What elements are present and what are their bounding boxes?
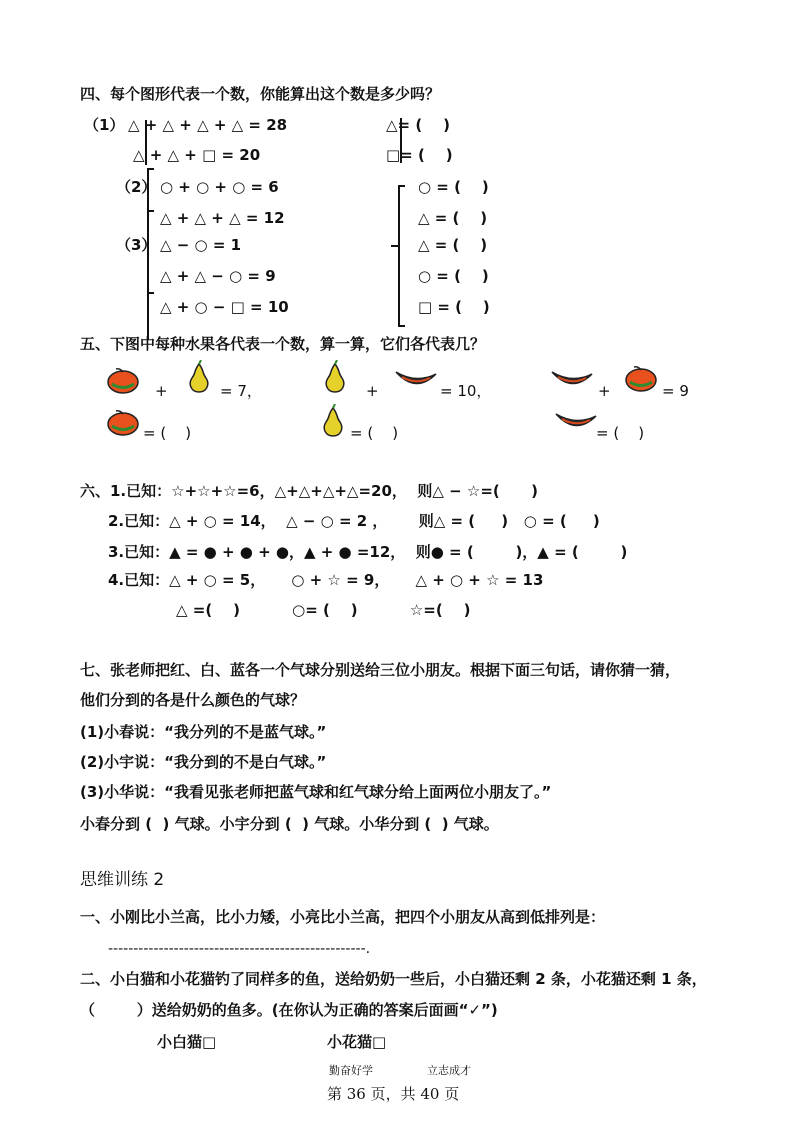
pear-icon <box>322 360 348 394</box>
right-brace-tick-mid <box>391 245 398 247</box>
right-answer-5: □ = ( ) <box>418 298 490 316</box>
section-7-statement-2: (2)小宇说：“我分到的不是白气球。” <box>80 753 327 771</box>
problem-3-equation-3: △ + ○ − □ = 10 <box>160 298 289 316</box>
section-7-line-1: 七、张老师把红、白、蓝各一个气球分别送给三位小朋友。根据下面三句话，请你猜一猜， <box>80 661 681 679</box>
brace-tick-top <box>147 168 154 170</box>
right-answer-3: △ = ( ) <box>418 236 488 254</box>
section-6-line-2: 2.已知：△ + ○ = 14， △ − ○ = 2 ， 则△ = ( ) ○ = ( ) <box>108 512 600 530</box>
problem-3-equation-1: △ − ○ = 1 <box>160 236 242 254</box>
peach-icon <box>106 408 140 436</box>
problem-1-answer-square: □= ( ) <box>386 146 453 164</box>
training-title: 思维训练 2 <box>80 870 165 890</box>
page-number: 第 36 页，共 40 页 <box>327 1085 460 1103</box>
section-7-line-2: 他们分到的各是什么颜色的气球？ <box>80 691 306 709</box>
equation-2-result: = 10， <box>440 382 492 400</box>
section-4-title: 四、每个图形代表一个数，你能算出这个数是多少吗？ <box>80 85 441 103</box>
section-6-line-5: △ =( ) ○= ( ) ☆=( ) <box>176 601 471 619</box>
problem-2-equation-1: ○ + ○ + ○ = 6 <box>160 178 279 196</box>
banana-icon <box>550 368 594 392</box>
equation-3-result: = 9 <box>662 382 689 400</box>
banana-answer-blank: = ( ) <box>596 424 645 442</box>
problem-3-label: （3） <box>116 236 157 254</box>
problem-1-equation-1: △ + △ + △ + △ = 28 <box>128 116 288 134</box>
right-answer-4: ○ = ( ) <box>418 267 489 285</box>
problem-1-brace <box>145 120 147 165</box>
right-brace-tick-bottom <box>398 325 405 327</box>
plus-sign: + <box>366 382 379 400</box>
section-7-statement-1: (1)小春说：“我分列的不是蓝气球。” <box>80 723 327 741</box>
peach-answer-blank: = ( ) <box>143 424 192 442</box>
problem-1-label: （1） <box>84 116 125 134</box>
problem-1-equation-2: △ + △ + □ = 20 <box>133 146 261 164</box>
equation-1-result: = 7， <box>220 382 262 400</box>
peach-icon <box>106 366 140 394</box>
section-7-answer-line: 小春分到 ( ) 气球。小宇分到 ( ) 气球。小华分到 ( ) 气球。 <box>80 815 499 833</box>
problem-2-label: （2） <box>116 178 157 196</box>
peach-icon <box>624 364 658 392</box>
footer-motto-1: 勤奋好学 <box>329 1064 373 1077</box>
training-question-1: 一、小刚比小兰高，比小力矮，小亮比小兰高，把四个小朋友从高到低排列是： <box>80 908 606 926</box>
option-spotted-cat: 小花猫□ <box>327 1033 387 1051</box>
problems-2-3-brace <box>147 168 149 340</box>
right-brace-tick-top <box>398 185 405 187</box>
brace-tick-mid <box>147 210 154 212</box>
section-7-statement-3: (3)小华说：“我看见张老师把蓝气球和红气球分给上面两位小朋友了。” <box>80 783 552 801</box>
right-answers-brace <box>398 185 400 327</box>
section-6-line-4: 4.已知：△ + ○ = 5， ○ + ☆ = 9， △ + ○ + ☆ = 13 <box>108 571 544 589</box>
plus-sign: + <box>598 382 611 400</box>
problem-3-equation-2: △ + △ − ○ = 9 <box>160 267 276 285</box>
pear-icon <box>186 360 212 394</box>
training-question-2-line-1: 二、小白猫和小花猫钓了同样多的鱼，送给奶奶一些后，小白猫还剩 2 条，小花猫还剩 1 条， <box>80 970 707 988</box>
section-6-line-3: 3.已知：▲ = ● + ● + ●，▲ + ● =12， 则● = ( )，▲ = ( ) <box>108 543 628 561</box>
banana-icon <box>394 368 438 392</box>
footer-motto-2: 立志成才 <box>427 1064 471 1077</box>
pear-icon <box>320 404 346 438</box>
problem-1-answer-triangle: △= ( ) <box>386 116 450 134</box>
pear-answer-blank: = ( ) <box>350 424 399 442</box>
problem-2-equation-2: △ + △ + △ = 12 <box>160 209 285 227</box>
brace-tick-low <box>147 292 154 294</box>
training-question-2-line-2: （ ）送给奶奶的鱼多。(在你认为正确的答案后面画“✓”) <box>80 1001 498 1019</box>
plus-sign: + <box>155 382 168 400</box>
section-6-line-1: 六、1.已知：☆+☆+☆=6，△+△+△+△=20， 则△ − ☆=( ) <box>80 482 538 500</box>
section-5-title: 五、下图中每种水果各代表一个数，算一算，它们各代表几？ <box>80 335 486 353</box>
right-answer-1: ○ = ( ) <box>418 178 489 196</box>
training-question-1-answer-line: ---------------------------------------------------. <box>108 941 371 957</box>
right-answer-2: △ = ( ) <box>418 209 488 227</box>
option-white-cat: 小白猫□ <box>157 1033 217 1051</box>
banana-icon <box>554 410 598 434</box>
